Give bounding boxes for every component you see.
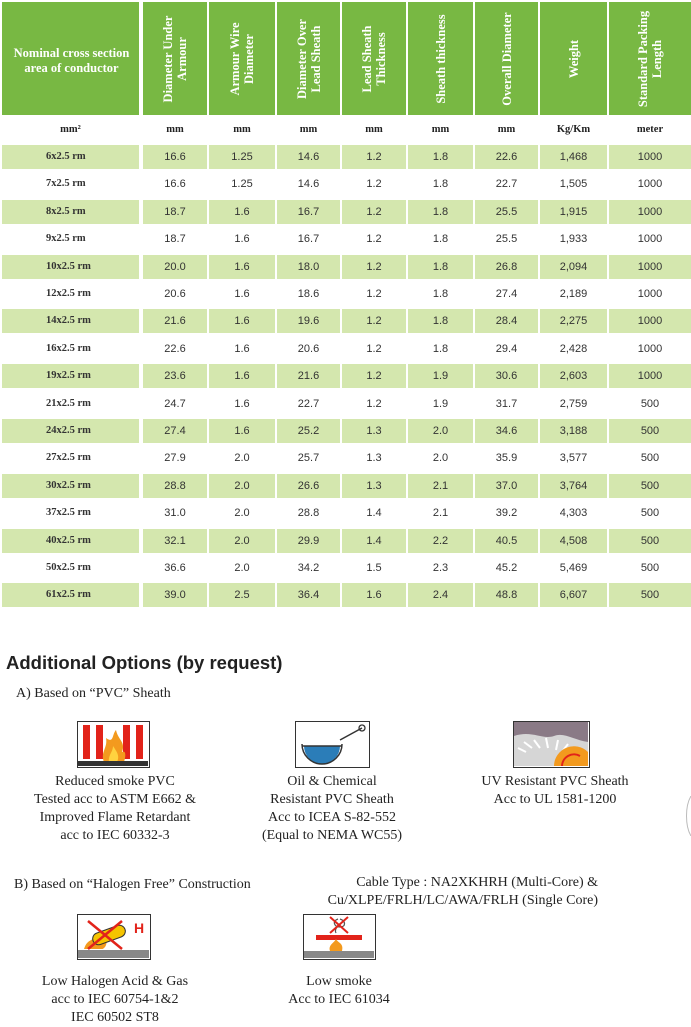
conductor-size-cell: 24x2.5 rm	[2, 419, 139, 443]
edge-arc-decoration	[683, 796, 691, 836]
table-row	[2, 227, 691, 251]
table-cell: 2.4	[408, 583, 473, 607]
table-cell: 18.0	[277, 255, 340, 279]
table-cell: 39.0	[143, 583, 207, 607]
table-cell: 1.9	[432, 397, 449, 410]
table-cell: 1.8	[408, 145, 473, 169]
table-cell: 29.4	[495, 342, 518, 355]
table-cell: 31.0	[164, 507, 186, 520]
table-row	[2, 501, 691, 525]
low-halogen-caption	[30, 973, 200, 1027]
table-cell: 3,764	[540, 474, 607, 498]
table-cell: 2,428	[559, 342, 588, 355]
table-cell: 1.25	[209, 145, 275, 169]
table-cell: 500	[609, 529, 691, 553]
caption-line: Reduced smoke PVC	[55, 774, 175, 789]
caption-line: Resistant PVC Sheath	[270, 792, 394, 807]
table-cell: 48.8	[475, 583, 538, 607]
table-cell: 1.6	[234, 233, 250, 246]
oil-chemical-caption	[252, 773, 412, 845]
table-cell: 2.0	[209, 529, 275, 553]
header-label: Diameter Over Lead Sheath	[294, 18, 323, 99]
table-cell: 1.8	[432, 342, 449, 355]
caption-line: UV Resistant PVC Sheath	[481, 774, 629, 789]
table-cell: 22.7	[495, 178, 518, 191]
table-row	[2, 419, 691, 443]
table-cell: 25.5	[475, 200, 538, 224]
table-cell: 1000	[637, 288, 663, 300]
table-cell: 19.6	[277, 309, 340, 333]
unit-cell: meter	[636, 124, 664, 135]
table-cell: 1.6	[234, 342, 250, 355]
table-cell: 21.6	[277, 364, 340, 388]
table-cell: 20.0	[143, 255, 207, 279]
table-cell: 2.0	[432, 452, 449, 465]
table-cell: 1000	[637, 233, 663, 246]
table-cell: 1.8	[432, 178, 449, 191]
table-cell: 1.2	[366, 233, 382, 246]
conductor-size-cell: 37x2.5 rm	[46, 507, 91, 519]
table-cell: 1.2	[342, 145, 406, 169]
table-row	[2, 556, 691, 580]
unit-cell: mm	[497, 124, 516, 135]
conductor-size-cell: 19x2.5 rm	[2, 364, 139, 388]
table-cell: 1.6	[209, 419, 275, 443]
table-cell: 22.7	[297, 397, 320, 410]
table-row	[2, 392, 691, 416]
conductor-size-cell: 50x2.5 rm	[46, 562, 91, 573]
table-cell: 36.4	[277, 583, 340, 607]
table-cell: 1.2	[366, 397, 382, 410]
header-cell-conductor	[2, 2, 139, 115]
table-cell: 35.9	[495, 452, 518, 465]
table-cell: 45.2	[495, 562, 518, 574]
table-cell: 27.4	[143, 419, 207, 443]
table-cell: 2.0	[234, 452, 250, 465]
conductor-size-cell: 7x2.5 rm	[46, 178, 86, 190]
table-cell: 26.8	[475, 255, 538, 279]
table-cell: 1.6	[234, 288, 250, 300]
table-cell: 1.8	[408, 309, 473, 333]
smoke-fire-icon	[77, 721, 150, 768]
table-cell: 2,759	[559, 397, 588, 410]
table-cell: 1.6	[342, 583, 406, 607]
table-cell: 29.9	[277, 529, 340, 553]
table-cell: 26.6	[277, 474, 340, 498]
unit-cell: mm²	[60, 124, 81, 135]
table-cell: 39.2	[495, 507, 518, 520]
unit-cell: mm	[299, 124, 318, 135]
header-cell-weight	[540, 2, 607, 115]
table-cell: 40.5	[475, 529, 538, 553]
table-row	[2, 583, 691, 607]
table-cell: 25.2	[277, 419, 340, 443]
header-cell-packing-length	[609, 2, 691, 115]
table-cell: 2.2	[408, 529, 473, 553]
conductor-size-cell: 40x2.5 rm	[2, 529, 139, 553]
table-cell: 1,468	[540, 145, 607, 169]
table-cell: 3,188	[540, 419, 607, 443]
header-cell-armour-wire-diameter	[209, 2, 275, 115]
table-cell: 500	[640, 562, 660, 574]
table-cell: 1000	[609, 364, 691, 388]
table-cell: 5,469	[559, 562, 588, 574]
table-cell: 6,607	[540, 583, 607, 607]
caption-line: Low smoke	[306, 974, 372, 989]
table-cell: 22.6	[475, 145, 538, 169]
table-cell: 30.6	[475, 364, 538, 388]
table-cell: 1000	[637, 178, 663, 191]
table-cell: 1.6	[234, 397, 250, 410]
cable-type-line: Cable Type : NA2XKHRH (Multi-Core) &	[356, 875, 598, 890]
table-cell: 18.7	[164, 233, 186, 246]
table-cell: 22.6	[164, 342, 186, 355]
caption-line: IEC 60502 ST8	[71, 1010, 159, 1025]
conductor-size-cell: 21x2.5 rm	[46, 397, 91, 409]
table-cell: 2.5	[209, 583, 275, 607]
table-cell: 32.1	[143, 529, 207, 553]
conductor-size-cell: 8x2.5 rm	[2, 200, 139, 224]
table-cell: 1000	[609, 200, 691, 224]
uv-sun-icon	[513, 721, 590, 768]
table-row	[2, 255, 691, 279]
table-row	[2, 446, 691, 470]
table-cell: 1.4	[342, 529, 406, 553]
header-label: Nominal cross section area of conductor	[13, 46, 130, 75]
table-cell: 1.2	[366, 342, 382, 355]
header-label: Diameter Under Armour	[161, 15, 189, 102]
table-cell: 16.6	[143, 145, 207, 169]
header-label: Sheath thickness	[433, 13, 448, 104]
table-cell: 31.7	[495, 397, 518, 410]
table-cell: 14.6	[277, 145, 340, 169]
table-cell: 2.0	[408, 419, 473, 443]
table-cell: 500	[640, 397, 660, 410]
table-cell: 500	[609, 583, 691, 607]
table-cell: 27.4	[495, 288, 518, 300]
caption-line: Improved Flame Retardant	[39, 810, 191, 825]
table-cell: 2.3	[432, 562, 449, 574]
table-row	[2, 172, 691, 196]
header-cell-lead-sheath-thickness	[342, 2, 406, 115]
caption-line: Acc to IEC 61034	[288, 992, 390, 1007]
conductor-size-cell: 6x2.5 rm	[2, 145, 139, 169]
table-cell: 16.7	[297, 233, 320, 246]
table-cell: 25.5	[495, 233, 518, 246]
caption-line: Acc to ICEA S-82-552	[268, 810, 396, 825]
halogen-section-label: B) Based on “Halogen Free” Construction	[14, 877, 251, 892]
header-label: Armour Wire Diameter	[228, 21, 256, 96]
table-cell: 1000	[609, 145, 691, 169]
header-label: Weight	[566, 39, 581, 78]
table-cell: 4,508	[540, 529, 607, 553]
conductor-size-cell: 12x2.5 rm	[46, 288, 91, 299]
table-cell: 16.6	[164, 178, 186, 191]
table-row	[2, 282, 691, 306]
unit-cell: mm	[233, 124, 251, 135]
table-cell: 1,915	[540, 200, 607, 224]
table-cell: 28.8	[143, 474, 207, 498]
low-smoke-caption	[274, 973, 404, 1009]
halogen-letter: H	[134, 920, 145, 936]
table-cell: 34.2	[297, 562, 320, 574]
header-cell-diameter-over-lead-sheath	[277, 2, 340, 115]
table-cell: 1.3	[366, 452, 382, 465]
table-cell: 1.6	[209, 200, 275, 224]
caption-line: Oil & Chemical	[287, 774, 377, 789]
table-cell: 1.4	[366, 507, 382, 520]
table-cell: 1.6	[209, 364, 275, 388]
conductor-size-cell: 61x2.5 rm	[2, 583, 139, 607]
caption-line: acc to IEC 60332-3	[60, 828, 170, 843]
table-cell: 14.6	[297, 178, 320, 191]
caption-line: (Equal to NEMA WC55)	[261, 828, 403, 843]
header-cell-overall-diameter	[475, 2, 538, 115]
cable-type-text	[292, 874, 598, 910]
table-row	[2, 309, 691, 333]
table-row	[2, 364, 691, 388]
table-cell: 23.6	[143, 364, 207, 388]
caption-line: Acc to UL 1581-1200	[493, 792, 617, 807]
table-cell: 2.0	[209, 474, 275, 498]
table-cell: 2.1	[432, 507, 449, 520]
table-cell: 2.0	[234, 562, 250, 574]
table-cell: 21.6	[143, 309, 207, 333]
unit-cell: mm	[166, 124, 184, 135]
table-cell: 1.5	[366, 562, 382, 574]
table-cell: 20.6	[164, 288, 186, 300]
cable-type-line: Cu/XLPE/FRLH/LC/AWA/FRLH (Single Core)	[327, 893, 598, 908]
table-row	[2, 337, 691, 361]
table-cell: 4,303	[559, 507, 588, 520]
table-cell: 1000	[609, 309, 691, 333]
options-heading: Additional Options (by request)	[6, 652, 283, 673]
table-cell: 28.8	[297, 507, 320, 520]
table-cell: 1.25	[231, 178, 253, 191]
low-smoke-icon	[303, 914, 376, 960]
table-cell: 1.2	[366, 288, 382, 300]
table-cell: 2,603	[540, 364, 607, 388]
header-label: Lead Sheath Thickness	[360, 24, 388, 93]
table-cell: 1.8	[432, 233, 449, 246]
table-cell: 24.7	[164, 397, 186, 410]
table-cell: 1.2	[342, 255, 406, 279]
table-cell: 500	[640, 507, 660, 520]
table-cell: 28.4	[475, 309, 538, 333]
table-cell: 1.8	[432, 288, 449, 300]
caption-line: acc to IEC 60754-1&2	[51, 992, 179, 1007]
table-cell: 1.6	[209, 309, 275, 333]
conductor-size-cell: 16x2.5 rm	[46, 342, 91, 354]
table-cell: 2.1	[408, 474, 473, 498]
table-cell: 1.2	[342, 364, 406, 388]
table-row	[2, 145, 691, 169]
table-cell: 36.6	[164, 562, 186, 574]
table-cell: 1.2	[342, 309, 406, 333]
conductor-size-cell: 14x2.5 rm	[2, 309, 139, 333]
header-cell-diameter-under-armour	[143, 2, 207, 115]
table-cell: 1,505	[559, 178, 588, 191]
oil-chemical-icon	[295, 721, 370, 768]
table-cell: 500	[640, 452, 660, 465]
table-cell: 500	[609, 474, 691, 498]
header-cell-sheath-thickness	[408, 2, 473, 115]
table-cell: 2,275	[540, 309, 607, 333]
table-cell: 20.6	[297, 342, 320, 355]
table-row	[2, 200, 691, 224]
table-cell: 1.2	[342, 200, 406, 224]
table-cell: 1.6	[209, 255, 275, 279]
conductor-size-cell: 30x2.5 rm	[2, 474, 139, 498]
halogen-free-icon	[77, 914, 151, 960]
unit-cell: Kg/Km	[556, 124, 591, 135]
table-cell: 1.8	[408, 255, 473, 279]
unit-cell: mm	[431, 124, 450, 135]
table-cell: 1000	[637, 342, 663, 355]
table-cell: 1,933	[559, 233, 588, 246]
table-cell: 2,189	[559, 288, 588, 300]
caption-line: Low Halogen Acid & Gas	[41, 974, 189, 989]
table-cell: 1.9	[408, 364, 473, 388]
pvc-section-label: A) Based on “PVC” Sheath	[16, 686, 171, 701]
table-cell: 1.3	[342, 419, 406, 443]
caption-line: Tested acc to ASTM E662 &	[34, 792, 196, 807]
table-cell: 1.3	[342, 474, 406, 498]
table-cell: 500	[609, 419, 691, 443]
table-cell: 1.2	[366, 178, 382, 191]
table-cell: 3,577	[559, 452, 588, 465]
table-cell: 16.7	[277, 200, 340, 224]
table-cell: 25.7	[297, 452, 320, 465]
table-row	[2, 474, 691, 498]
table-row	[2, 529, 691, 553]
table-cell: 2,094	[540, 255, 607, 279]
table-cell: 27.9	[164, 452, 186, 465]
table-cell: 34.6	[475, 419, 538, 443]
table-cell: 2.0	[234, 507, 250, 520]
table-cell: 37.0	[475, 474, 538, 498]
table-cell: 18.7	[143, 200, 207, 224]
table-cell: 18.6	[297, 288, 320, 300]
conductor-size-cell: 9x2.5 rm	[46, 233, 86, 245]
table-cell: 1.8	[408, 200, 473, 224]
reduced-smoke-caption	[30, 773, 200, 845]
conductor-size-cell: 10x2.5 rm	[2, 255, 139, 279]
header-label: Standard Packing Length	[636, 10, 664, 107]
units-row	[2, 118, 691, 142]
header-label: Overall Diameter	[499, 11, 514, 106]
uv-resistant-caption	[465, 773, 645, 809]
table-cell: 1000	[609, 255, 691, 279]
unit-cell: mm	[365, 124, 383, 135]
conductor-size-cell: 27x2.5 rm	[46, 452, 91, 464]
